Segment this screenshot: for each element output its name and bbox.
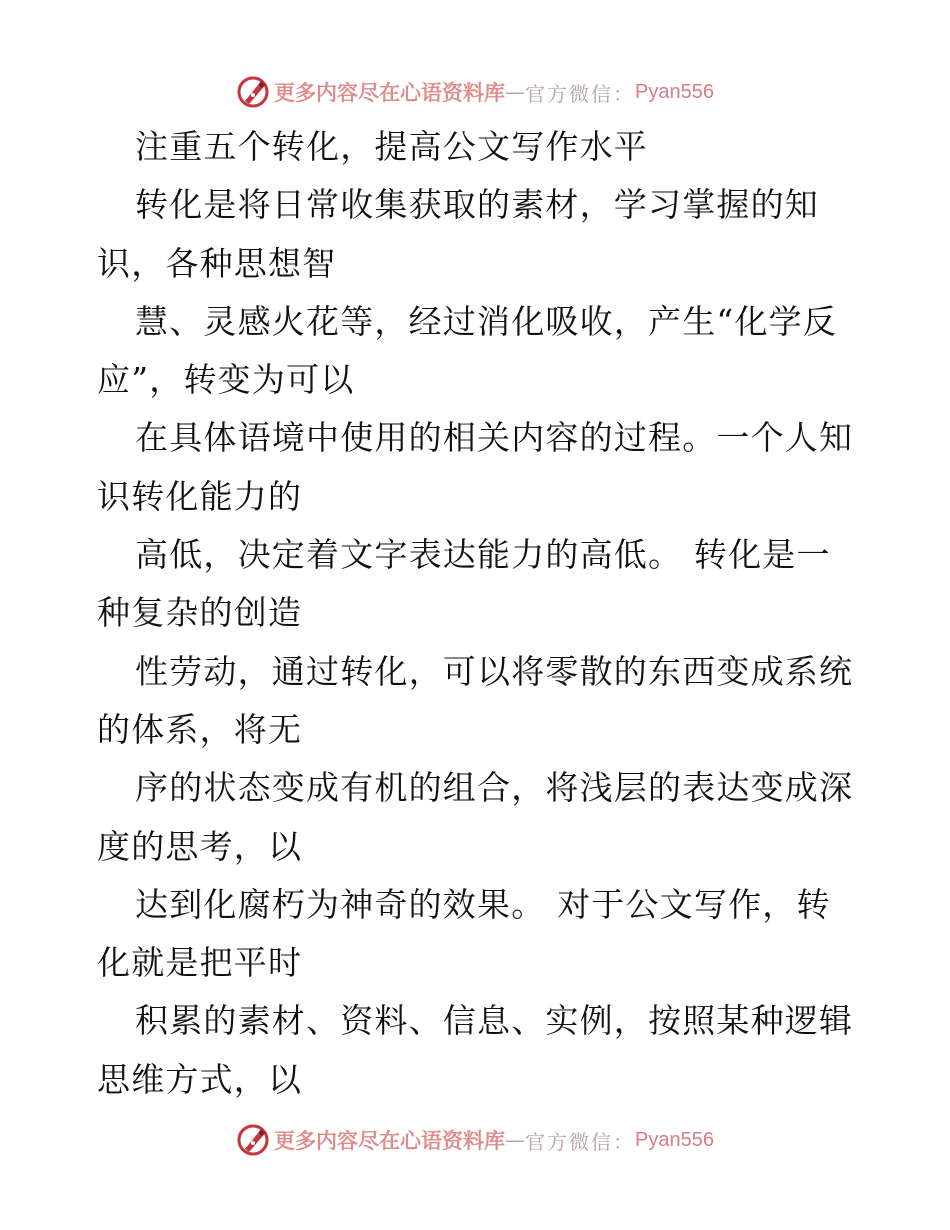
text-line: 在具体语境中使用的相关内容的过程。一个人知 xyxy=(135,418,854,458)
text-line: 高低，决定着文字表达能力的高低。 转化是一 xyxy=(135,535,831,575)
text-line: 度的思考，以 xyxy=(97,826,303,866)
text-line: 序的状态变成有机的组合，将浅层的表达变成深 xyxy=(135,768,854,808)
text-line: 积累的素材、资料、信息、实例，按照某种逻辑 xyxy=(135,1001,854,1041)
text-line: 识转化能力的 xyxy=(97,476,303,516)
text-line: 转化是将日常收集获取的素材，学习掌握的知 xyxy=(135,185,819,225)
text-line: 达到化腐朽为神奇的效果。 对于公文写作，转 xyxy=(135,884,831,924)
separator: — xyxy=(505,1128,526,1152)
text-line: 化就是把平时 xyxy=(97,943,303,983)
document-body xyxy=(97,118,867,1109)
brand-text: 更多内容尽在心语资料库 xyxy=(274,1128,506,1153)
wechat-label: 官方微信： xyxy=(525,1129,636,1154)
wechat-label: 官方微信： xyxy=(525,81,636,106)
separator: — xyxy=(505,80,526,104)
wechat-id: Pyan556 xyxy=(635,1128,714,1151)
pen-nib-logo-icon xyxy=(236,1123,270,1157)
brand-text: 更多内容尽在心语资料库 xyxy=(274,80,506,105)
text-line: 慧、灵感火花等，经过消化吸收，产生“化学反 xyxy=(135,301,838,341)
document-title: 注重五个转化，提高公文写作水平 xyxy=(135,127,648,166)
text-line: 应”，转变为可以 xyxy=(97,360,355,400)
text-line: 种复杂的创造 xyxy=(97,593,303,633)
text-line: 性劳动，通过转化，可以将零散的东西变成系统 xyxy=(135,651,854,691)
footer-banner xyxy=(0,1120,950,1160)
text-line: 思维方式，以 xyxy=(97,1059,303,1099)
text-line: 的体系，将无 xyxy=(97,709,303,749)
text-line: 识，各种思想智 xyxy=(97,243,337,283)
wechat-id: Pyan556 xyxy=(635,80,714,103)
header-banner xyxy=(0,72,950,112)
pen-nib-logo-icon xyxy=(236,75,270,109)
